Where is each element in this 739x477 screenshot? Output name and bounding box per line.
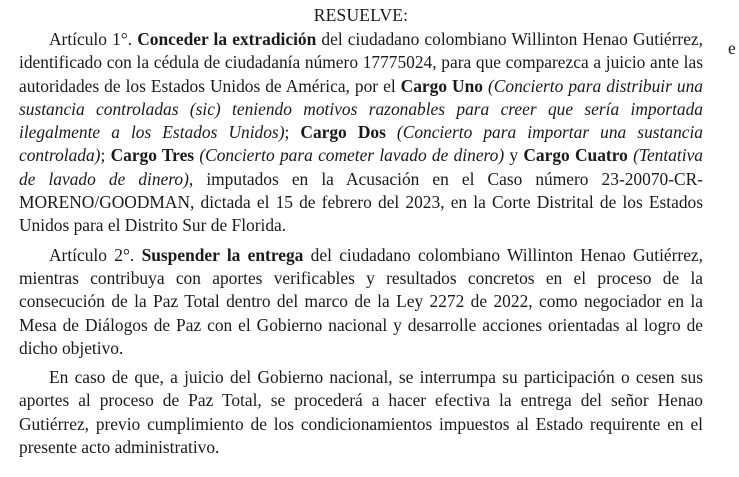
article-1-text-end: , imputados en la Acusación en el Caso número 23-20070-CR-MORENO/GOODMAN, dictada el 15 de febrero del 2023, en la Corte Distrital de los Estados Unidos para el Distrito Sur de Florida. (19, 168, 703, 236)
closing-paragraph: En caso de que, a juicio del Gobierno nacional, se interrumpa su participación o cesen sus aportes al proceso de Paz Total, se procederá a hacer efectiva la entrega del señor Henao Gutiérrez, previo cumplimiento de los condicionamientos impuestos al Estado requirente en el presente acto administrativo. (19, 367, 703, 458)
article-2-decision: Suspender la entrega (141, 244, 304, 265)
article-2-text: del ciudadano colombiano Willinton Henao Gutiérrez, mientras contribuya con aportes verificables y resultados concretos en el proceso de la consecución de la Paz Total dentro del marco de la Ley 2272 de 2022, como negociador en la Mesa de Diálogos de Paz con el Gobierno nacional y desarrolle acciones orientadas al logro de dicho objetivo. (19, 244, 703, 358)
article-1-text-1: del ciudadano colombiano Willinton Henao Gutiérrez, identificado con la cédula de ciudadanía número 17775024, para que comparezca a juicio ante las autoridades de los Estados Unidos de América, por el (19, 29, 703, 96)
document-body (19, 4, 703, 465)
article-2-paragraph (19, 244, 703, 360)
charge-one-label: Cargo Uno (400, 75, 483, 96)
charge-three-description: (Concierto para cometer lavado de dinero) (199, 145, 505, 166)
article-1-lead: Artículo 1°. (49, 29, 138, 49)
charge-two-description: (Concierto para importar una sustancia controlada) (19, 122, 704, 166)
charge-four-label: Cargo Cuatro (523, 145, 628, 166)
charge-three-label: Cargo Tres (110, 145, 195, 166)
article-2-lead: Artículo 2°. (49, 244, 142, 265)
article-1-decision: Conceder la extradición (137, 29, 317, 49)
resolution-heading: RESUELVE: (313, 5, 409, 25)
article-1-paragraph: Artículo 1°. Conceder la extradición del ciudadano colombiano Willinton Henao Gutiérrez, identificado con la cédula de ciudadanía número 17775024, para que comparezca a juicio ante las autoridades de los Estados Unidos de América, por el Cargo Uno (Concierto para distribuir una sustancia controladas (sic) teniendo motivos razonables para creer que sería importada ilegalmente a los Estados Unidos); Cargo Dos (Concierto para importar una sustancia controlada); Cargo Tres (Concierto para cometer lavado de dinero) y Cargo Cuatro (Tentativa de lavado de dinero), imputados en la Acusación en el Caso número 23-20070-CR-MORENO/GOODMAN, dictada el 15 de febrero del 2023, en la Corte Distrital de los Estados Unidos para el Distrito Sur de Florida. (19, 29, 704, 236)
charge-two-label: Cargo Dos (300, 122, 386, 143)
stray-character: e (728, 38, 736, 58)
charge-one-description: (Concierto para distribuir una sustancia controladas (sic) teniendo motivos razonables para creer que sería importada ilegalmente a los Estados Unidos) (19, 75, 704, 143)
charge-four-description: (Tentativa de lavado de dinero) (19, 145, 703, 189)
